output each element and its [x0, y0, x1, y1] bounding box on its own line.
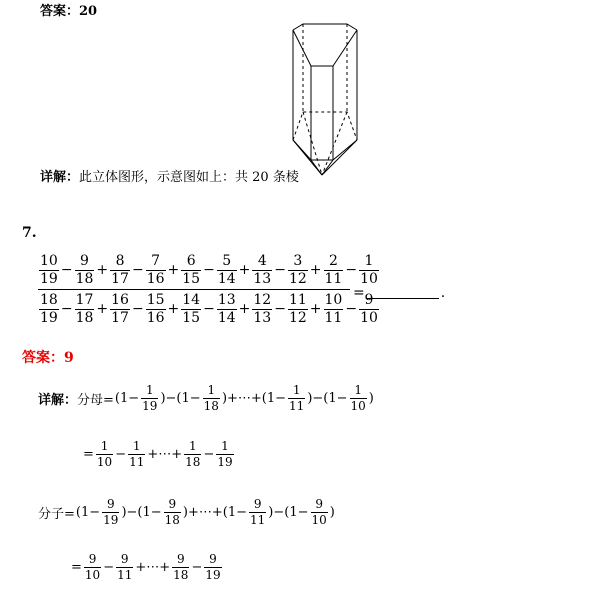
fraction-numerator: 3 — [293, 252, 303, 269]
fraction-denominator: 17 — [111, 309, 129, 326]
fraction-numerator: 2 — [328, 252, 338, 269]
operator: − — [274, 301, 286, 317]
fraction-numerator: 1 — [354, 383, 362, 397]
fraction-denominator: 18 — [164, 513, 180, 527]
fraction — [184, 440, 201, 469]
fraction — [75, 254, 95, 287]
fraction-numerator: 9 — [80, 252, 89, 269]
expression-text: − — [115, 447, 127, 462]
fraction-denominator: 11 — [324, 309, 343, 326]
fraction — [359, 254, 379, 287]
fraction-numerator: 11 — [288, 291, 307, 308]
fraction-denominator: 10 — [360, 270, 378, 287]
fraction — [84, 553, 101, 582]
expression-text: )−(1− — [268, 505, 309, 520]
fraction-denominator: 19 — [205, 568, 221, 582]
fraction-numerator: 17 — [75, 291, 94, 308]
fraction-numerator: 4 — [257, 252, 267, 269]
fraction-denominator: 18 — [185, 455, 201, 469]
fraction — [350, 384, 367, 413]
fraction-denominator: 18 — [173, 568, 189, 582]
fraction-denominator: 19 — [40, 270, 58, 287]
fraction — [128, 440, 145, 469]
fraction — [249, 498, 266, 527]
operator: − — [274, 262, 286, 278]
operator: − — [345, 262, 358, 278]
fraction — [288, 384, 305, 413]
operator: + — [96, 262, 109, 278]
fraction — [288, 293, 308, 326]
fraction-numerator: 1 — [100, 439, 109, 453]
expression-text: )−(1− — [121, 505, 162, 520]
fraction-denominator: 10 — [360, 309, 378, 326]
denominator-label: 分母= — [77, 393, 114, 408]
expression-text: (1− — [75, 505, 101, 520]
operator: − — [131, 262, 144, 278]
fraction-numerator: 5 — [222, 252, 232, 269]
fraction-denominator: 14 — [217, 309, 236, 326]
fraction-numerator: 7 — [151, 252, 161, 269]
fraction-numerator: 10 — [40, 252, 58, 269]
expression-text: +⋯+ — [135, 560, 171, 575]
fraction-numerator: 10 — [324, 291, 343, 308]
operator: − — [60, 301, 73, 317]
fraction-denominator: 14 — [217, 270, 236, 287]
fraction-denominator: 15 — [182, 270, 201, 287]
fraction-numerator: 13 — [217, 291, 236, 308]
fraction-denominator: 19 — [40, 309, 58, 326]
answer-2-value: 9 — [64, 350, 74, 366]
fraction-numerator: 9 — [315, 497, 323, 511]
fraction — [116, 553, 133, 582]
fraction-numerator: 9 — [176, 552, 185, 566]
fraction-denominator: 16 — [146, 309, 165, 326]
fraction-numerator: 9 — [120, 552, 129, 566]
big-fraction-numerator — [38, 253, 380, 287]
fraction-denominator: 10 — [96, 455, 113, 469]
answer-2-label: 答案： — [22, 350, 64, 366]
operator: − — [203, 262, 215, 278]
operator: + — [167, 262, 180, 278]
fraction-numerator: 18 — [40, 291, 58, 308]
fraction-denominator: 10 — [350, 399, 366, 413]
fraction-numerator: 15 — [146, 291, 165, 308]
equals-sign: = — [353, 285, 365, 301]
fraction-denominator: 11 — [129, 455, 145, 469]
fraction-denominator: 11 — [324, 270, 343, 287]
expression-text: ) — [329, 505, 335, 520]
numerator-label: 分子= — [38, 507, 75, 522]
fraction — [288, 254, 308, 287]
fraction-denominator: 11 — [117, 568, 133, 582]
fraction-denominator: 11 — [250, 513, 266, 527]
fraction-denominator: 11 — [289, 399, 305, 413]
expression-text: )−(1− — [160, 391, 201, 406]
prism-figure — [285, 20, 365, 180]
fraction-denominator: 13 — [253, 270, 272, 287]
operator: + — [309, 301, 322, 317]
detail-1-label: 详解： — [40, 170, 80, 185]
operator: + — [309, 262, 322, 278]
fraction — [110, 254, 130, 287]
detail-2-line-3 — [38, 498, 336, 527]
fraction — [146, 254, 166, 287]
fraction — [102, 498, 119, 527]
answer-blank[interactable] — [353, 285, 445, 301]
fraction-denominator: 12 — [288, 309, 307, 326]
fraction-numerator: 6 — [186, 252, 196, 269]
expression-text: = — [71, 560, 82, 575]
fraction-denominator: 18 — [203, 399, 219, 413]
fraction — [217, 254, 237, 287]
fraction-numerator: 14 — [182, 291, 201, 308]
fraction-numerator: 9 — [168, 497, 177, 511]
fraction-numerator: 8 — [115, 252, 125, 269]
detail-2-line-1 — [38, 384, 375, 413]
detail-2-line-4 — [70, 553, 223, 582]
fraction — [164, 498, 181, 527]
fraction — [181, 254, 201, 287]
fraction-numerator: 9 — [253, 497, 262, 511]
expression-text: )+⋯+(1− — [221, 391, 287, 406]
question-number: 7. — [22, 225, 37, 241]
fraction — [39, 293, 59, 326]
fraction-numerator: 1 — [292, 383, 301, 397]
expression-text: ) — [368, 391, 374, 406]
fraction — [172, 553, 189, 582]
fraction-denominator: 18 — [75, 309, 94, 326]
fraction-denominator: 10 — [84, 568, 101, 582]
expression-text: (1− — [114, 391, 140, 406]
fraction — [141, 384, 158, 413]
fraction-denominator: 18 — [75, 270, 94, 287]
operator: + — [167, 301, 180, 317]
fraction — [203, 384, 220, 413]
fraction — [216, 440, 233, 469]
fraction-numerator: 1 — [221, 439, 229, 453]
fraction-denominator: 19 — [103, 513, 119, 527]
operator: + — [238, 262, 251, 278]
period: . — [440, 285, 446, 301]
fraction — [110, 293, 130, 326]
detail-1 — [40, 166, 299, 185]
fraction — [39, 254, 59, 287]
fraction — [252, 254, 272, 287]
fraction-denominator: 12 — [288, 270, 307, 287]
fraction — [204, 553, 221, 582]
fraction-numerator: 9 — [106, 497, 115, 511]
fraction-denominator: 19 — [217, 455, 233, 469]
fraction — [146, 293, 166, 326]
blank-line — [367, 288, 439, 299]
operator: + — [238, 301, 251, 317]
fraction-numerator: 12 — [253, 291, 272, 308]
answer-1 — [40, 0, 97, 19]
fraction-numerator: 9 — [88, 552, 97, 566]
expression-text: − — [203, 447, 215, 462]
big-fraction — [38, 253, 380, 326]
fraction-denominator: 15 — [182, 309, 201, 326]
fraction-denominator: 16 — [146, 270, 165, 287]
fraction-denominator: 10 — [311, 513, 327, 527]
big-fraction-bar — [38, 289, 350, 290]
big-fraction-denominator — [38, 292, 380, 326]
fraction-numerator: 1 — [364, 252, 374, 269]
fraction — [75, 293, 95, 326]
detail-2-line-2 — [82, 440, 235, 469]
fraction-denominator: 13 — [253, 309, 272, 326]
fraction — [217, 293, 237, 326]
expression-text: +⋯+ — [147, 447, 183, 462]
fraction-numerator: 1 — [188, 439, 197, 453]
answer-1-label: 答案： — [40, 4, 80, 19]
detail-1-text: 此立体图形，示意图如上：共 20 条棱 — [79, 170, 299, 185]
fraction — [311, 498, 328, 527]
fraction — [181, 293, 201, 326]
fraction-numerator: 16 — [111, 291, 129, 308]
fraction-numerator: 1 — [145, 383, 154, 397]
fraction-numerator: 1 — [132, 439, 141, 453]
expression-text: )+⋯+(1− — [182, 505, 248, 520]
operator: − — [203, 301, 215, 317]
expression-text: − — [191, 560, 203, 575]
answer-2 — [22, 347, 74, 367]
fraction-denominator: 19 — [142, 399, 158, 413]
fraction-numerator: 9 — [364, 291, 374, 308]
expression-text: )−(1− — [307, 391, 348, 406]
fraction-numerator: 1 — [207, 383, 216, 397]
fraction — [252, 293, 272, 326]
fraction-denominator: 17 — [111, 270, 129, 287]
expression-text: − — [103, 560, 115, 575]
operator: − — [131, 301, 144, 317]
expression-text: = — [83, 447, 94, 462]
detail-2-label: 详解： — [38, 393, 78, 408]
operator: − — [345, 301, 358, 317]
operator: + — [96, 301, 109, 317]
fraction-numerator: 9 — [209, 552, 217, 566]
fraction — [324, 293, 344, 326]
answer-1-value: 20 — [79, 4, 98, 19]
fraction — [324, 254, 344, 287]
operator: − — [60, 262, 73, 278]
fraction — [96, 440, 113, 469]
